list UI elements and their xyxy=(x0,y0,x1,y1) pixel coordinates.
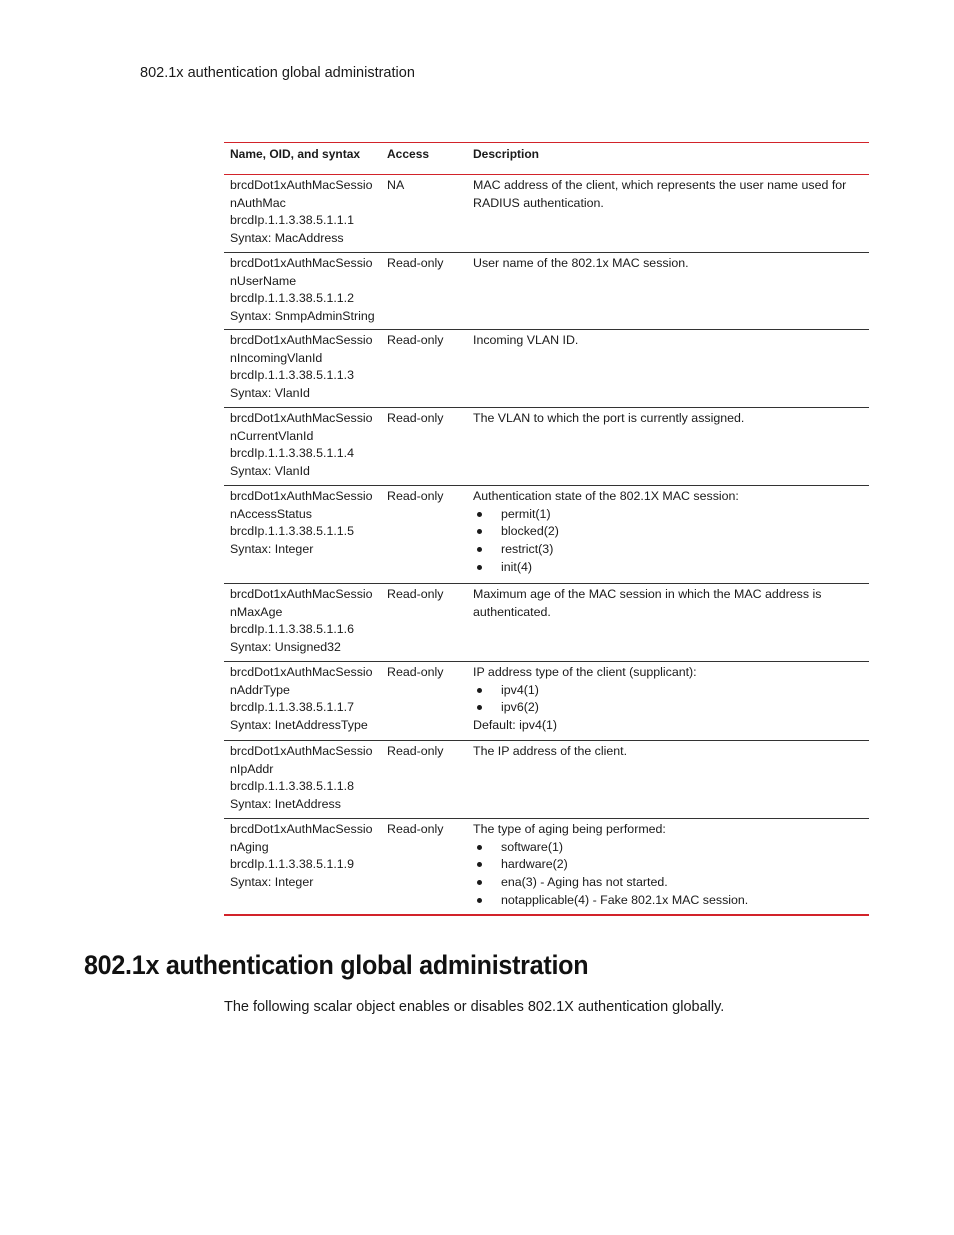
object-name-line: brcdDot1xAuthMacSessio xyxy=(230,255,373,270)
access-cell: Read-only xyxy=(387,821,444,836)
access-cell: Read-only xyxy=(387,332,444,347)
access-cell: Read-only xyxy=(387,255,444,270)
value-list-item: software(1) xyxy=(473,839,865,857)
access-cell: Read-only xyxy=(387,410,444,425)
description-cell xyxy=(467,252,869,329)
section-title: 802.1x authentication global administration xyxy=(84,950,589,980)
access-cell: Read-only xyxy=(387,586,444,601)
syntax-line: Syntax: MacAddress xyxy=(230,231,344,246)
object-name-cell xyxy=(224,583,381,661)
description-cell xyxy=(467,818,869,915)
table-row xyxy=(224,174,869,252)
object-name-line: brcdDot1xAuthMacSessio xyxy=(230,488,373,503)
oid-line: brcdIp.1.1.3.38.5.1.1.9 xyxy=(230,857,354,872)
table-row xyxy=(224,407,869,485)
value-list-item: ipv6(2) xyxy=(473,699,865,717)
oid-line: brcdIp.1.1.3.38.5.1.1.1 xyxy=(230,213,354,228)
running-header: 802.1x authentication global administration xyxy=(140,65,415,81)
column-header-access: Access xyxy=(387,147,430,161)
syntax-line: Syntax: InetAddressType xyxy=(230,718,368,733)
description-cell xyxy=(467,583,869,661)
object-name-line: brcdDot1xAuthMacSessio xyxy=(230,586,373,601)
syntax-line: Syntax: VlanId xyxy=(230,464,310,479)
object-name-line: nUserName xyxy=(230,273,297,288)
value-list-item: notapplicable(4) - Fake 802.1x MAC session. xyxy=(473,892,865,910)
column-header-description: Description xyxy=(473,147,540,161)
table-row xyxy=(224,329,869,407)
value-list-item: ena(3) - Aging has not started. xyxy=(473,874,865,892)
default-value-text: Default: ipv4(1) xyxy=(473,718,558,733)
access-cell: Read-only xyxy=(387,488,444,503)
value-list-item: hardware(2) xyxy=(473,856,865,874)
description-cell xyxy=(467,661,869,740)
mib-table-container xyxy=(224,142,869,916)
object-name-line: brcdDot1xAuthMacSessio xyxy=(230,410,373,425)
description-text: IP address type of the client (supplicant): xyxy=(473,664,697,679)
object-name-line: brcdDot1xAuthMacSessio xyxy=(230,177,373,192)
value-list xyxy=(473,682,865,718)
description-cell xyxy=(467,740,869,818)
object-name-line: nIpAddr xyxy=(230,761,274,776)
description-text: The IP address of the client. xyxy=(473,743,628,758)
table-row xyxy=(224,740,869,818)
object-name-line: brcdDot1xAuthMacSessio xyxy=(230,743,373,758)
description-cell xyxy=(467,407,869,485)
description-text: The type of aging being performed: xyxy=(473,821,666,836)
syntax-line: Syntax: Integer xyxy=(230,875,314,890)
value-list-item: blocked(2) xyxy=(473,523,865,541)
oid-line: brcdIp.1.1.3.38.5.1.1.7 xyxy=(230,700,354,715)
value-list xyxy=(473,839,865,910)
description-text: Maximum age of the MAC session in which the MAC address is authenticated. xyxy=(473,586,822,619)
object-name-line: nAccessStatus xyxy=(230,506,312,521)
oid-line: brcdIp.1.1.3.38.5.1.1.8 xyxy=(230,779,354,794)
access-cell: Read-only xyxy=(387,743,444,758)
object-name-line: brcdDot1xAuthMacSessio xyxy=(230,664,373,679)
object-name-line: nAddrType xyxy=(230,682,290,697)
table-row xyxy=(224,583,869,661)
description-text: Authentication state of the 802.1X MAC session: xyxy=(473,488,739,503)
object-name-line: brcdDot1xAuthMacSessio xyxy=(230,821,373,836)
description-text: User name of the 802.1x MAC session. xyxy=(473,255,689,270)
description-text: Incoming VLAN ID. xyxy=(473,332,579,347)
object-name-line: nAuthMac xyxy=(230,195,286,210)
oid-line: brcdIp.1.1.3.38.5.1.1.3 xyxy=(230,368,354,383)
section-intro: The following scalar object enables or disables 802.1X authentication globally. xyxy=(224,999,725,1015)
description-text: MAC address of the client, which represents the user name used for RADIUS authentication. xyxy=(473,177,847,210)
object-name-cell xyxy=(224,252,381,329)
object-name-line: nMaxAge xyxy=(230,604,283,619)
syntax-line: Syntax: InetAddress xyxy=(230,797,341,812)
table-body xyxy=(224,174,869,915)
object-name-cell xyxy=(224,740,381,818)
oid-line: brcdIp.1.1.3.38.5.1.1.5 xyxy=(230,524,354,539)
table-row xyxy=(224,485,869,583)
syntax-line: Syntax: Unsigned32 xyxy=(230,640,341,655)
syntax-line: Syntax: VlanId xyxy=(230,386,310,401)
object-name-cell xyxy=(224,174,381,252)
description-cell xyxy=(467,329,869,407)
description-cell xyxy=(467,485,869,583)
object-name-line: nIncomingVlanId xyxy=(230,350,323,365)
oid-line: brcdIp.1.1.3.38.5.1.1.4 xyxy=(230,446,354,461)
column-header-name: Name, OID, and syntax xyxy=(230,147,361,161)
mib-object-table xyxy=(224,142,869,916)
access-cell: Read-only xyxy=(387,664,444,679)
oid-line: brcdIp.1.1.3.38.5.1.1.6 xyxy=(230,622,354,637)
object-name-cell xyxy=(224,661,381,740)
table-row xyxy=(224,661,869,740)
value-list-item: init(4) xyxy=(473,559,865,577)
object-name-line: brcdDot1xAuthMacSessio xyxy=(230,332,373,347)
object-name-cell xyxy=(224,407,381,485)
table-row xyxy=(224,818,869,915)
object-name-cell xyxy=(224,818,381,915)
object-name-line: nAging xyxy=(230,839,269,854)
value-list-item: ipv4(1) xyxy=(473,682,865,700)
description-cell xyxy=(467,174,869,252)
object-name-cell xyxy=(224,329,381,407)
value-list xyxy=(473,506,865,577)
object-name-cell xyxy=(224,485,381,583)
table-header-row xyxy=(224,143,869,175)
description-text: The VLAN to which the port is currently assigned. xyxy=(473,410,745,425)
syntax-line: Syntax: SnmpAdminString xyxy=(230,309,375,324)
oid-line: brcdIp.1.1.3.38.5.1.1.2 xyxy=(230,291,354,306)
table-row xyxy=(224,252,869,329)
syntax-line: Syntax: Integer xyxy=(230,542,314,557)
object-name-line: nCurrentVlanId xyxy=(230,428,314,443)
access-cell: NA xyxy=(387,177,405,192)
value-list-item: restrict(3) xyxy=(473,541,865,559)
value-list-item: permit(1) xyxy=(473,506,865,524)
